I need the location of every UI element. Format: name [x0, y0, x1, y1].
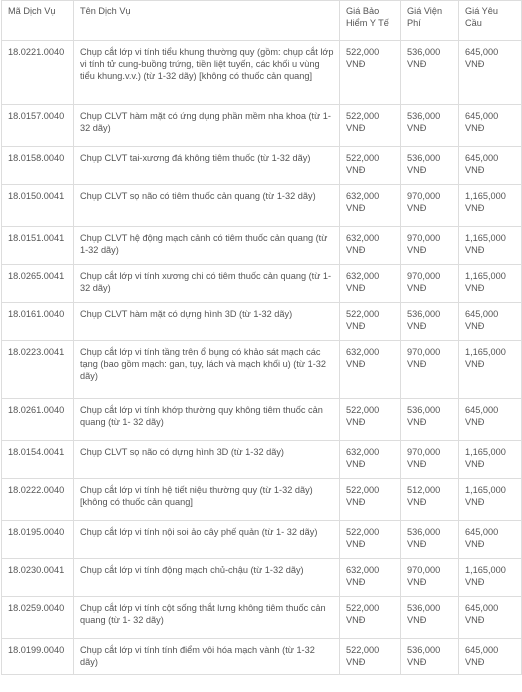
cell-request-price: 1,165,000 VNĐ [459, 185, 522, 227]
cell-hospital-price: 970,000 VNĐ [401, 441, 459, 479]
cell-insurance-price: 522,000 VNĐ [340, 41, 401, 105]
cell-service-name: Chụp CLVT hàm mặt có ứng dụng phần mềm nha khoa (từ 1-32 dãy) [74, 105, 340, 147]
cell-hospital-price: 536,000 VNĐ [401, 41, 459, 105]
cell-hospital-price: 536,000 VNĐ [401, 147, 459, 185]
cell-hospital-price: 536,000 VNĐ [401, 597, 459, 639]
cell-hospital-price: 970,000 VNĐ [401, 559, 459, 597]
table-row [2, 41, 522, 105]
cell-request-price: 645,000 VNĐ [459, 105, 522, 147]
table-row [2, 597, 522, 639]
cell-request-price: 645,000 VNĐ [459, 303, 522, 341]
cell-hospital-price: 536,000 VNĐ [401, 105, 459, 147]
table-row [2, 559, 522, 597]
cell-service-name: Chụp cắt lớp vi tính hệ tiết niệu thường quy (từ 1-32 dãy) [không có thuốc cản quang] [74, 479, 340, 521]
cell-service-name: Chụp cắt lớp vi tính khớp thường quy không tiêm thuốc cản quang (từ 1- 32 dãy) [74, 399, 340, 441]
cell-hospital-price: 970,000 VNĐ [401, 265, 459, 303]
cell-service-code: 18.0261.0040 [2, 399, 74, 441]
table-row [2, 521, 522, 559]
cell-service-code: 18.0221.0040 [2, 41, 74, 105]
cell-insurance-price: 522,000 VNĐ [340, 521, 401, 559]
cell-service-name: Chụp CLVT sọ não có dựng hình 3D (từ 1-32 dãy) [74, 441, 340, 479]
table-row [2, 441, 522, 479]
cell-service-code: 18.0150.0041 [2, 185, 74, 227]
cell-service-name: Chụp cắt lớp vi tính xương chi có tiêm thuốc cản quang (từ 1- 32 dãy) [74, 265, 340, 303]
table-row [2, 227, 522, 265]
cell-insurance-price: 522,000 VNĐ [340, 639, 401, 675]
cell-service-name: Chụp cắt lớp vi tính động mạch chủ-chậu (từ 1-32 dãy) [74, 559, 340, 597]
cell-request-price: 645,000 VNĐ [459, 147, 522, 185]
cell-service-code: 18.0195.0040 [2, 521, 74, 559]
cell-request-price: 1,165,000 VNĐ [459, 265, 522, 303]
table-row [2, 265, 522, 303]
table-row [2, 399, 522, 441]
cell-service-code: 18.0259.0040 [2, 597, 74, 639]
cell-request-price: 1,165,000 VNĐ [459, 341, 522, 399]
cell-insurance-price: 632,000 VNĐ [340, 265, 401, 303]
cell-hospital-price: 970,000 VNĐ [401, 341, 459, 399]
cell-request-price: 645,000 VNĐ [459, 521, 522, 559]
cell-service-name: Chụp cắt lớp vi tính cột sống thắt lưng không tiêm thuốc cản quang (từ 1- 32 dãy) [74, 597, 340, 639]
cell-service-name: Chụp cắt lớp vi tính tiểu khung thường quy (gồm: chụp cắt lớp vi tính tử cung-buồng trứng, tiền liệt tuyến, các khối u vùng tiểu khung.v.v.) (từ 1-32 dãy) [không có thuốc cản quang] [74, 41, 340, 105]
header-request-price: Giá Yêu Cầu [459, 1, 522, 41]
cell-service-name: Chụp CLVT sọ não có tiêm thuốc cản quang (từ 1-32 dãy) [74, 185, 340, 227]
cell-insurance-price: 522,000 VNĐ [340, 303, 401, 341]
cell-request-price: 1,165,000 VNĐ [459, 479, 522, 521]
cell-request-price: 645,000 VNĐ [459, 41, 522, 105]
cell-insurance-price: 632,000 VNĐ [340, 441, 401, 479]
cell-hospital-price: 970,000 VNĐ [401, 185, 459, 227]
cell-insurance-price: 522,000 VNĐ [340, 479, 401, 521]
service-price-table [1, 0, 522, 675]
cell-insurance-price: 632,000 VNĐ [340, 227, 401, 265]
cell-service-code: 18.0158.0040 [2, 147, 74, 185]
table-row [2, 639, 522, 675]
cell-insurance-price: 522,000 VNĐ [340, 147, 401, 185]
header-service-name: Tên Dịch Vụ [74, 1, 340, 41]
cell-service-code: 18.0157.0040 [2, 105, 74, 147]
cell-service-name: Chụp CLVT hàm mặt có dựng hình 3D (từ 1-32 dãy) [74, 303, 340, 341]
header-service-code: Mã Dịch Vụ [2, 1, 74, 41]
table-body [2, 41, 522, 675]
cell-service-name: Chụp cắt lớp vi tính tính điểm vôi hóa mạch vành (từ 1-32 dãy) [74, 639, 340, 675]
header-insurance-price: Giá Bảo Hiểm Y Tế [340, 1, 401, 41]
table-row [2, 105, 522, 147]
cell-service-name: Chụp cắt lớp vi tính nội soi ảo cây phế quản (từ 1- 32 dãy) [74, 521, 340, 559]
table-header [2, 1, 522, 41]
cell-insurance-price: 522,000 VNĐ [340, 597, 401, 639]
cell-service-code: 18.0199.0040 [2, 639, 74, 675]
cell-service-name: Chụp CLVT hệ động mạch cảnh có tiêm thuốc cản quang (từ 1-32 dãy) [74, 227, 340, 265]
cell-service-code: 18.0230.0041 [2, 559, 74, 597]
cell-request-price: 1,165,000 VNĐ [459, 441, 522, 479]
cell-hospital-price: 512,000 VNĐ [401, 479, 459, 521]
cell-service-code: 18.0154.0041 [2, 441, 74, 479]
cell-service-code: 18.0161.0040 [2, 303, 74, 341]
table-row [2, 479, 522, 521]
table-row [2, 147, 522, 185]
cell-insurance-price: 522,000 VNĐ [340, 105, 401, 147]
table-row [2, 185, 522, 227]
cell-insurance-price: 632,000 VNĐ [340, 559, 401, 597]
cell-request-price: 1,165,000 VNĐ [459, 227, 522, 265]
table-row [2, 303, 522, 341]
cell-request-price: 645,000 VNĐ [459, 597, 522, 639]
cell-hospital-price: 536,000 VNĐ [401, 303, 459, 341]
header-hospital-price: Giá Viện Phí [401, 1, 459, 41]
cell-insurance-price: 632,000 VNĐ [340, 185, 401, 227]
cell-insurance-price: 632,000 VNĐ [340, 341, 401, 399]
cell-service-code: 18.0223.0041 [2, 341, 74, 399]
cell-insurance-price: 522,000 VNĐ [340, 399, 401, 441]
cell-hospital-price: 536,000 VNĐ [401, 639, 459, 675]
cell-hospital-price: 970,000 VNĐ [401, 227, 459, 265]
cell-service-code: 18.0222.0040 [2, 479, 74, 521]
cell-hospital-price: 536,000 VNĐ [401, 521, 459, 559]
cell-service-code: 18.0265.0041 [2, 265, 74, 303]
header-row [2, 1, 522, 41]
cell-service-name: Chụp CLVT tai-xương đá không tiêm thuốc (từ 1-32 dãy) [74, 147, 340, 185]
cell-hospital-price: 536,000 VNĐ [401, 399, 459, 441]
cell-service-code: 18.0151.0041 [2, 227, 74, 265]
cell-request-price: 1,165,000 VNĐ [459, 559, 522, 597]
cell-request-price: 645,000 VNĐ [459, 399, 522, 441]
cell-request-price: 645,000 VNĐ [459, 639, 522, 675]
table-row [2, 341, 522, 399]
cell-service-name: Chụp cắt lớp vi tính tầng trên ổ bụng có khảo sát mạch các tạng (bao gồm mạch: gan, tụy, lách và mạch khối u) (từ 1-32 dãy) [74, 341, 340, 399]
